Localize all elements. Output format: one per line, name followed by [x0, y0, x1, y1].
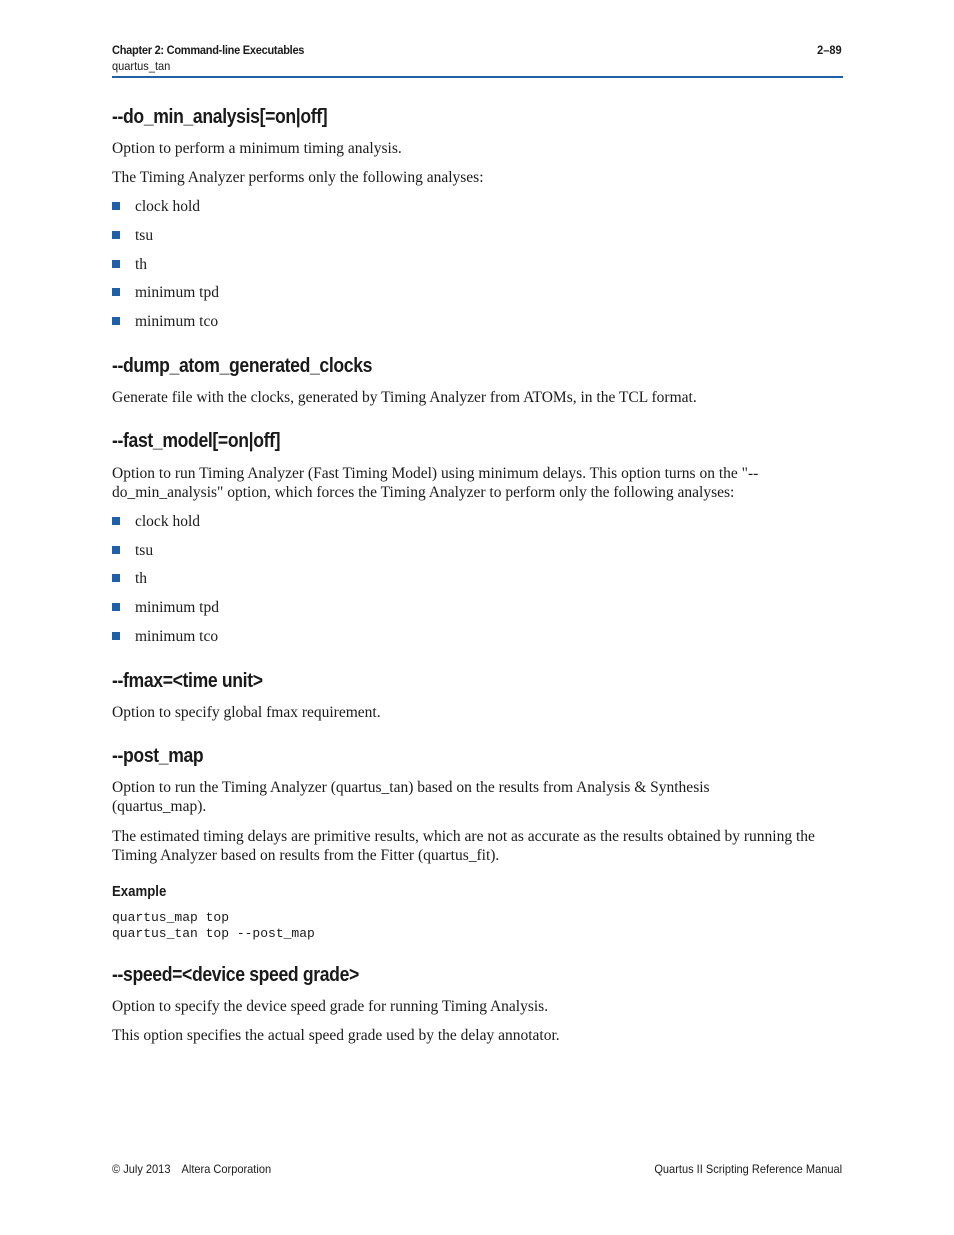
code-line: quartus_tan top --post_map	[112, 926, 315, 941]
bullet-icon	[112, 546, 120, 554]
footer-manual-title: Quartus II Scripting Reference Manual	[654, 1162, 842, 1176]
footer-left	[112, 1162, 271, 1176]
fast-model-para-1: Option to run Timing Analyzer (Fast Timing Model) using minimum delays. This option turns on the "--do_min_analysis" option, which forces the Timing Analyzer to perform only the following analyses:	[112, 465, 759, 501]
bullet-icon	[112, 632, 120, 640]
bullet-icon	[112, 574, 120, 582]
page-number: 2–89	[817, 43, 842, 57]
speed-para-1: Option to specify the device speed grade for running Timing Analysis.	[112, 998, 549, 1015]
code-line: quartus_map top	[112, 910, 230, 925]
bullet-icon	[112, 317, 120, 325]
header-rule	[112, 76, 843, 78]
fmax-para-1: Option to specify global fmax requirement.	[112, 704, 381, 721]
heading-fmax: --fmax=<time unit>	[112, 670, 263, 692]
do-min-para-1: Option to perform a minimum timing analysis.	[112, 140, 402, 157]
heading-dump-atom: --dump_atom_generated_clocks	[112, 355, 373, 377]
do-min-para-2: The Timing Analyzer performs only the following analyses:	[112, 169, 484, 186]
speed-para-2: This option specifies the actual speed grade used by the delay annotator.	[112, 1027, 560, 1044]
heading-fast-model: --fast_model[=on|off]	[112, 430, 281, 452]
bullet-icon	[112, 603, 120, 611]
heading-speed: --speed=<device speed grade>	[112, 964, 359, 986]
section-name: quartus_tan	[112, 59, 171, 73]
bullet-icon	[112, 231, 120, 239]
post-map-para-2: The estimated timing delays are primitive results, which are not as accurate as the results obtained by running the Timing Analyzer based on results from the Fitter (quartus_fit).	[112, 828, 815, 864]
footer-company: Altera Corporation	[181, 1162, 272, 1176]
example-heading: Example	[112, 883, 167, 900]
heading-do-min-analysis: --do_min_analysis[=on|off]	[112, 106, 328, 128]
bullet-icon	[112, 260, 120, 268]
bullet-icon	[112, 202, 120, 210]
footer-copyright: © July 2013	[112, 1162, 171, 1176]
chapter-title: Chapter 2: Command-line Executables	[112, 43, 305, 57]
dump-atom-para-1: Generate file with the clocks, generated by Timing Analyzer from ATOMs, in the TCL format.	[112, 389, 697, 406]
bullet-icon	[112, 517, 120, 525]
heading-post-map: --post_map	[112, 745, 204, 767]
bullet-icon	[112, 288, 120, 296]
post-map-para-1: Option to run the Timing Analyzer (quartus_tan) based on the results from Analysis & Synthesis (quartus_map).	[112, 779, 710, 815]
